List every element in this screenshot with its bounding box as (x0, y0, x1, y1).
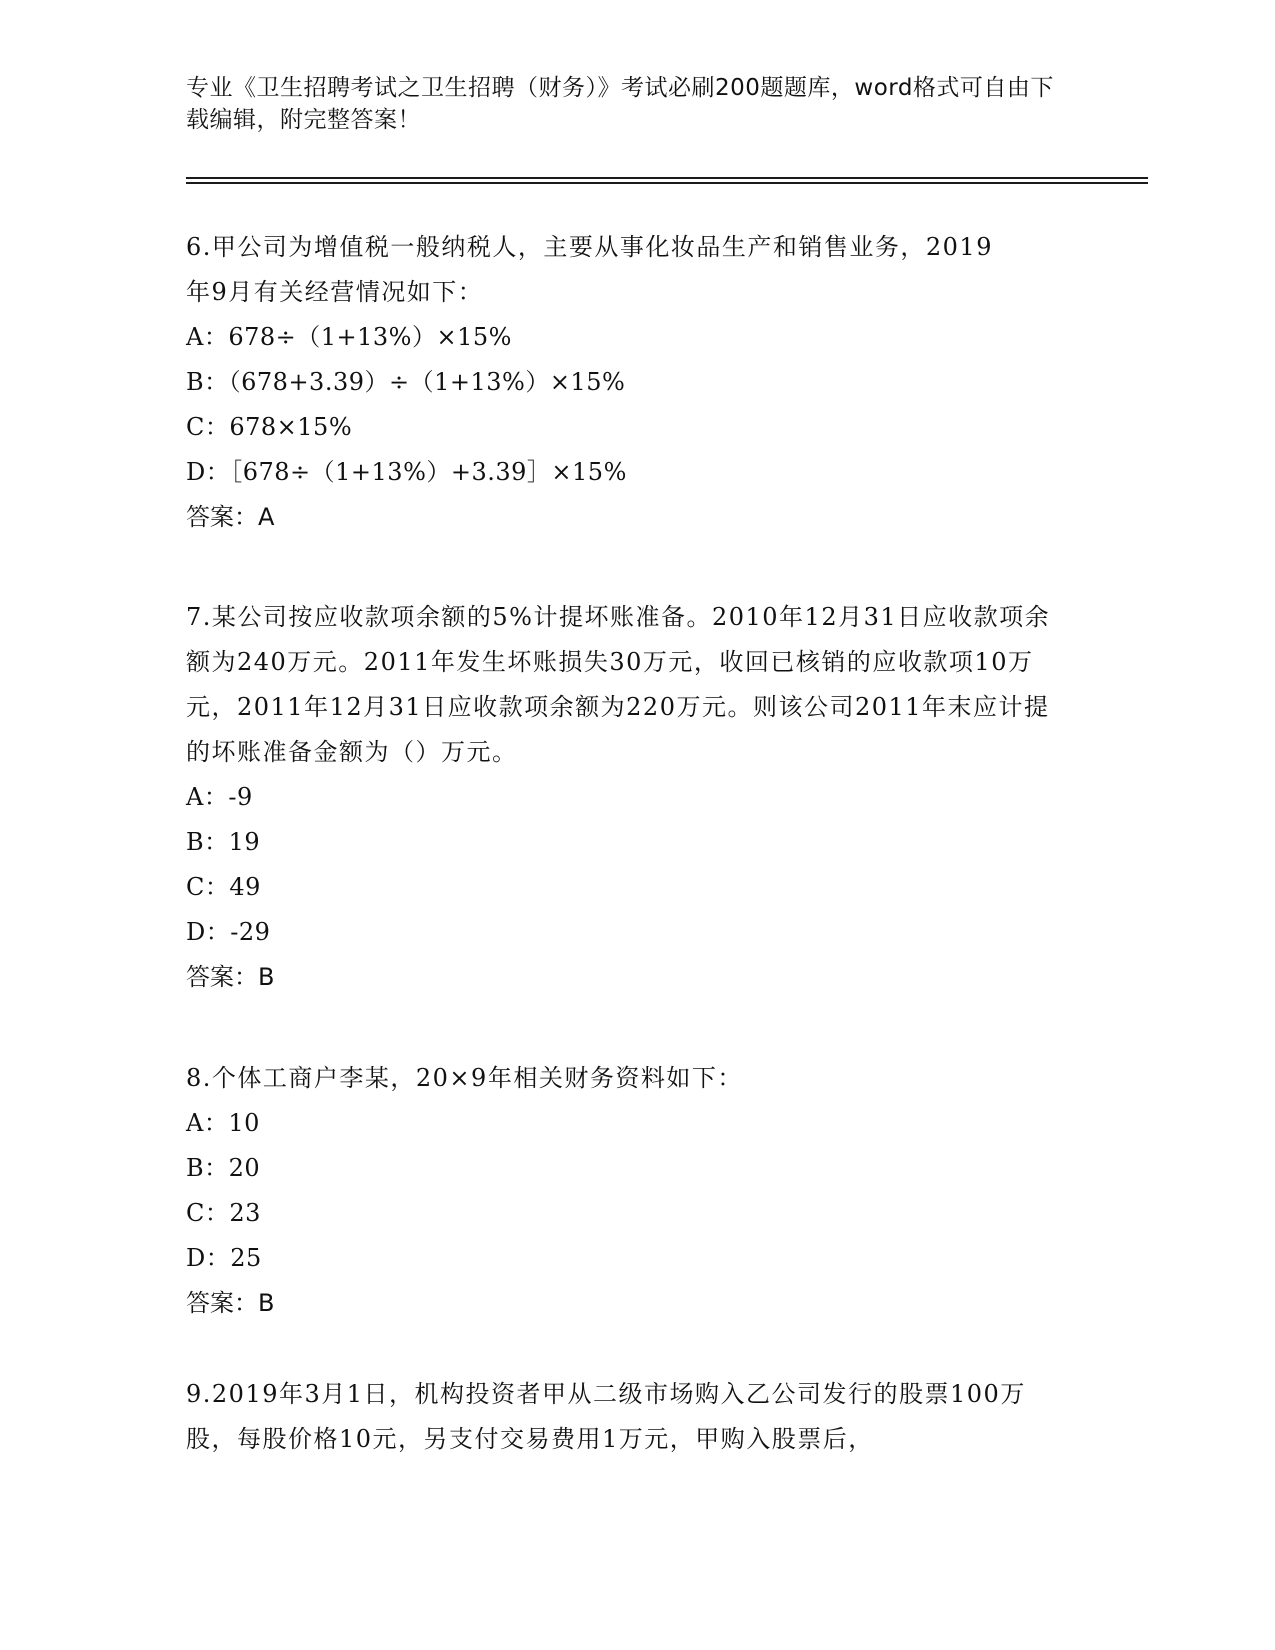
option-a: A：-9 (186, 783, 253, 811)
question-9 (186, 1372, 1086, 1462)
option-c: C：678×15% (186, 413, 353, 441)
question-stem: 8.个体工商户李某，20×9年相关财务资料如下： (186, 1064, 743, 1092)
question-6 (186, 225, 1086, 540)
header-text: 专业《卫生招聘考试之卫生招聘（财务）》考试必刷200题题库，word格式可自由下载编辑，附完整答案！ (186, 75, 1054, 133)
option-a: A：10 (186, 1109, 260, 1137)
answer: 答案：B (186, 963, 275, 991)
option-d: D：［678÷（1+13%）+3.39］×15% (186, 458, 627, 486)
question-stem: 7.某公司按应收款项余额的5%计提坏账准备。2010年12月31日应收款项余额为240万元。2011年发生坏账损失30万元，收回已核销的应收款项10万元，2011年12月31日应收款项余额为220万元。则该公司2011年末应计提的坏账准备金额为（）万元。 (186, 603, 1051, 766)
question-stem: 6.甲公司为增值税一般纳税人，主要从事化妆品生产和销售业务，2019年9月有关经营情况如下： (186, 233, 993, 306)
option-b: B：19 (186, 828, 261, 856)
option-b: B：20 (186, 1154, 261, 1182)
option-c: C：23 (186, 1199, 261, 1227)
option-d: D：-29 (186, 918, 271, 946)
option-d: D：25 (186, 1244, 262, 1272)
answer: 答案：A (186, 503, 275, 531)
option-c: C：49 (186, 873, 261, 901)
question-8 (186, 1056, 1086, 1326)
header-rule-top (186, 177, 1148, 179)
question-7 (186, 595, 1086, 1000)
question-stem: 9.2019年3月1日，机构投资者甲从二级市场购入乙公司发行的股票100万股，每股价格10元，另支付交易费用1万元，甲购入股票后， (186, 1380, 1026, 1453)
option-b: B：（678+3.39）÷（1+13%）×15% (186, 368, 626, 396)
header-rule-bottom (186, 182, 1148, 184)
answer: 答案：B (186, 1289, 275, 1317)
option-a: A：678÷（1+13%）×15% (186, 323, 512, 351)
